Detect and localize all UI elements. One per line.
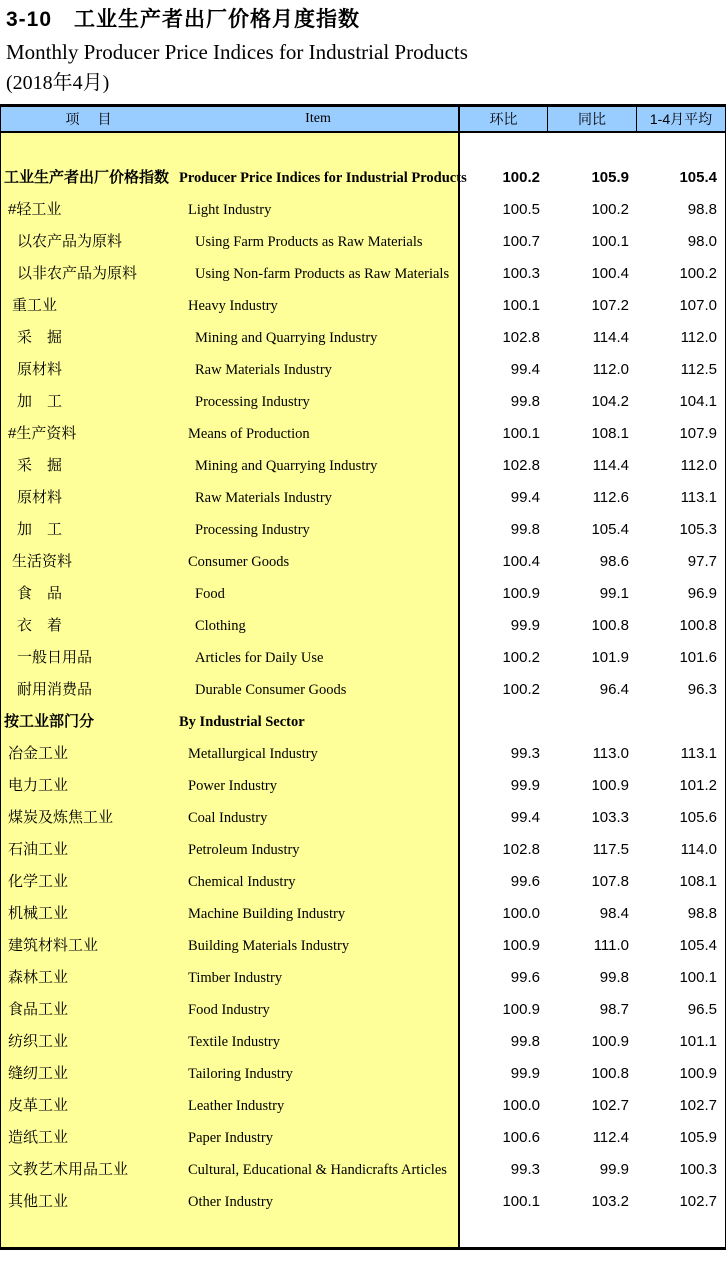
item-name-en: Timber Industry: [188, 970, 283, 986]
value-avg: 105.4: [679, 169, 717, 186]
value-mom: 102.8: [502, 841, 540, 858]
table-row: [1, 994, 725, 1026]
value-avg: [637, 706, 725, 738]
table-row: [1, 930, 725, 962]
value-yoy: 96.4: [599, 681, 629, 698]
item-name-en: Other Industry: [188, 1194, 273, 1210]
table-body: [1, 133, 725, 1247]
value-yoy: 99.9: [599, 1161, 629, 1178]
value-avg: 102.7: [679, 1193, 717, 1210]
value-avg: 108.1: [679, 873, 717, 890]
item-name-en: Articles for Daily Use: [195, 650, 324, 666]
item-name-en: Paper Industry: [188, 1130, 273, 1146]
table-row: [1, 1090, 725, 1122]
table-row: [1, 674, 725, 706]
value-yoy: 112.0: [592, 361, 629, 378]
value-yoy: 103.3: [591, 809, 629, 826]
value-yoy: 100.9: [591, 1033, 629, 1050]
item-name-en: Power Industry: [188, 778, 278, 794]
value-mom: 99.4: [510, 809, 540, 826]
value-yoy: 108.1: [591, 425, 629, 442]
item-name-zh: 以农产品为原料: [17, 233, 123, 250]
item-name-zh: 食 品: [17, 585, 63, 602]
value-yoy: 104.2: [591, 393, 629, 410]
value-mom: 99.9: [510, 777, 540, 794]
value-mom: 100.2: [502, 649, 540, 666]
item-name-zh: 采 掘: [17, 329, 63, 346]
item-name-zh: 采 掘: [17, 457, 63, 474]
value-yoy: 100.8: [591, 617, 629, 634]
value-mom: 100.2: [502, 681, 540, 698]
item-name-en: Heavy Industry: [188, 298, 278, 314]
value-mom: 99.9: [510, 1065, 540, 1082]
item-name-en: Using Non-farm Products as Raw Materials: [195, 266, 450, 282]
header-col-mom: 环比: [460, 107, 548, 131]
item-name-zh: 加 工: [17, 393, 63, 410]
table-row: [1, 450, 725, 482]
item-name-zh: 皮革工业: [8, 1097, 69, 1114]
value-avg: 114.0: [680, 841, 717, 858]
table-row: [1, 546, 725, 578]
item-name-zh: 衣 着: [17, 617, 63, 634]
table-row: [1, 418, 725, 450]
value-mom: 99.9: [510, 617, 540, 634]
table-row: [1, 962, 725, 994]
value-avg: 105.4: [679, 937, 717, 954]
table-row: [1, 482, 725, 514]
value-yoy: 100.8: [591, 1065, 629, 1082]
value-yoy: 100.9: [591, 777, 629, 794]
value-yoy: 107.8: [591, 873, 629, 890]
value-yoy: 105.4: [591, 521, 629, 538]
item-name-en: Textile Industry: [188, 1034, 281, 1050]
item-name-zh: 其他工业: [8, 1193, 69, 1210]
item-name-en: Food: [195, 586, 225, 602]
item-name-zh: 加 工: [17, 521, 63, 538]
value-yoy: 98.6: [599, 553, 629, 570]
item-name-zh: 文教艺术用品工业: [8, 1161, 129, 1178]
title-block: [0, 0, 726, 104]
item-name-zh: 工业生产者出厂价格指数: [4, 169, 170, 186]
item-name-en: Consumer Goods: [188, 554, 290, 570]
item-name-en: Light Industry: [188, 202, 272, 218]
value-avg: 98.8: [687, 905, 717, 922]
item-name-en: Petroleum Industry: [188, 842, 300, 858]
value-yoy: 100.1: [591, 233, 629, 250]
page-title-zh: 3-10 工业生产者出厂价格月度指数: [6, 8, 361, 31]
item-name-en: Tailoring Industry: [188, 1066, 293, 1082]
item-name-zh: #生产资料: [8, 425, 77, 442]
value-mom: 100.6: [502, 1129, 540, 1146]
table-row: [1, 578, 725, 610]
header-item-en: Item: [178, 107, 460, 131]
item-name-en: Food Industry: [188, 1002, 270, 1018]
value-avg: 98.8: [687, 201, 717, 218]
item-name-en: Durable Consumer Goods: [195, 682, 347, 698]
table-row: [1, 866, 725, 898]
value-mom: 100.0: [502, 1097, 540, 1114]
table-row: [1, 322, 725, 354]
value-mom: 100.1: [502, 1193, 540, 1210]
value-mom: 99.6: [510, 873, 540, 890]
value-avg: 107.9: [679, 425, 717, 442]
value-mom: 99.6: [510, 969, 540, 986]
table-row: [1, 898, 725, 930]
value-avg: 105.6: [679, 809, 717, 826]
value-avg: 100.9: [679, 1065, 717, 1082]
value-mom: 100.3: [502, 265, 540, 282]
value-yoy: 103.2: [591, 1193, 629, 1210]
item-name-zh: 建筑材料工业: [8, 937, 99, 954]
item-name-zh: 原材料: [17, 361, 63, 378]
value-avg: 113.1: [680, 489, 717, 506]
value-mom: 102.8: [502, 329, 540, 346]
value-avg: 100.8: [679, 617, 717, 634]
item-name-en: Chemical Industry: [188, 874, 296, 890]
value-mom: 99.4: [510, 489, 540, 506]
item-name-en: Mining and Quarrying Industry: [195, 458, 378, 474]
value-avg: 105.3: [679, 521, 717, 538]
table-row: [1, 610, 725, 642]
item-name-en: Using Farm Products as Raw Materials: [195, 234, 423, 250]
value-mom: 100.9: [502, 937, 540, 954]
value-yoy: 98.7: [599, 1001, 629, 1018]
table-row: [1, 1186, 725, 1218]
item-name-en: Cultural, Educational & Handicrafts Articles: [188, 1162, 447, 1178]
item-name-en: Coal Industry: [188, 810, 268, 826]
table-row: [1, 162, 725, 194]
value-yoy: 113.0: [592, 745, 629, 762]
item-name-zh: 化学工业: [8, 873, 69, 890]
value-yoy: 107.2: [591, 297, 629, 314]
table-row: [1, 834, 725, 866]
value-mom: 100.9: [502, 1001, 540, 1018]
indices-table: [0, 104, 726, 1250]
item-name-zh: 缝纫工业: [8, 1065, 69, 1082]
value-avg: 97.7: [687, 553, 717, 570]
table-row: [1, 642, 725, 674]
value-mom: [460, 706, 548, 738]
value-yoy: 99.1: [599, 585, 629, 602]
value-mom: 100.2: [502, 169, 540, 186]
table-row: [1, 1122, 725, 1154]
table-row: [1, 514, 725, 546]
value-mom: 99.8: [510, 393, 540, 410]
table-row: [1, 226, 725, 258]
value-avg: 100.3: [679, 1161, 717, 1178]
item-name-en: Mining and Quarrying Industry: [195, 330, 378, 346]
item-name-zh: 机械工业: [8, 905, 69, 922]
value-mom: 100.5: [502, 201, 540, 218]
item-name-en: Leather Industry: [188, 1098, 285, 1114]
value-mom: 100.1: [502, 425, 540, 442]
value-mom: 99.8: [510, 1033, 540, 1050]
value-avg: 100.1: [679, 969, 717, 986]
table-row: [1, 738, 725, 770]
item-name-zh: 食品工业: [8, 1001, 69, 1018]
item-name-en: Metallurgical Industry: [188, 746, 318, 762]
item-name-en: Machine Building Industry: [188, 906, 346, 922]
value-yoy: 114.4: [592, 329, 629, 346]
item-name-zh: 按工业部门分: [4, 713, 95, 730]
value-mom: 99.3: [510, 1161, 540, 1178]
value-mom: 99.3: [510, 745, 540, 762]
item-name-en: Raw Materials Industry: [195, 490, 332, 506]
value-avg: 113.1: [680, 745, 717, 762]
item-name-zh: 冶金工业: [8, 745, 69, 762]
value-avg: 107.0: [679, 297, 717, 314]
value-mom: 100.9: [502, 585, 540, 602]
value-yoy: 112.4: [592, 1129, 629, 1146]
value-yoy: 99.8: [599, 969, 629, 986]
value-yoy: 114.4: [592, 457, 629, 474]
value-avg: 104.1: [679, 393, 717, 410]
value-yoy: 102.7: [591, 1097, 629, 1114]
table-row: [1, 770, 725, 802]
item-name-zh: 煤炭及炼焦工业: [8, 809, 114, 826]
item-name-en: By Industrial Sector: [179, 714, 305, 730]
item-name-en: Means of Production: [188, 426, 310, 442]
value-yoy: 100.2: [591, 201, 629, 218]
item-name-zh: 石油工业: [8, 841, 69, 858]
table-row: [1, 386, 725, 418]
value-mom: 100.7: [502, 233, 540, 250]
item-name-en: Building Materials Industry: [188, 938, 350, 954]
table-row: [1, 354, 725, 386]
value-mom: 100.0: [502, 905, 540, 922]
value-avg: 96.9: [687, 585, 717, 602]
value-yoy: 100.4: [591, 265, 629, 282]
value-avg: 100.2: [679, 265, 717, 282]
title-period: (2018年4月): [6, 72, 110, 94]
item-name-zh: 原材料: [17, 489, 63, 506]
value-avg: 101.1: [679, 1033, 717, 1050]
item-name-en: Raw Materials Industry: [195, 362, 332, 378]
item-name-zh: 耐用消费品: [17, 681, 93, 698]
item-name-en: Processing Industry: [195, 394, 310, 410]
value-avg: 112.0: [680, 457, 717, 474]
value-yoy: 112.6: [592, 489, 629, 506]
item-name-zh: 森林工业: [8, 969, 69, 986]
value-avg: 96.3: [687, 681, 717, 698]
item-name-en: Clothing: [195, 618, 246, 634]
value-yoy: 117.5: [592, 841, 629, 858]
value-avg: 101.2: [679, 777, 717, 794]
value-avg: 101.6: [679, 649, 717, 666]
item-name-zh: 纺织工业: [8, 1033, 69, 1050]
value-mom: 100.4: [502, 553, 540, 570]
value-avg: 112.0: [680, 329, 717, 346]
table-row: [1, 1058, 725, 1090]
value-yoy: 98.4: [599, 905, 629, 922]
value-yoy: [548, 706, 637, 738]
page-title-en: Monthly Producer Price Indices for Industrial Products: [6, 40, 468, 64]
table-row: [1, 1154, 725, 1186]
table-row: [1, 258, 725, 290]
item-name-zh: 电力工业: [8, 777, 69, 794]
table-row: [1, 802, 725, 834]
value-mom: 99.8: [510, 521, 540, 538]
value-mom: 99.4: [510, 361, 540, 378]
item-name-zh: 一般日用品: [17, 649, 93, 666]
item-name-en: Producer Price Indices for Industrial Products: [179, 170, 467, 186]
item-name-zh: 造纸工业: [8, 1129, 69, 1146]
value-avg: 96.5: [687, 1001, 717, 1018]
table-header-row: [1, 107, 725, 133]
value-avg: 98.0: [687, 233, 717, 250]
table-row: [1, 194, 725, 226]
value-mom: 102.8: [502, 457, 540, 474]
table-row: [1, 290, 725, 322]
header-col-avg: 1-4月平均: [649, 111, 713, 127]
table-row: [1, 706, 725, 738]
header-item-zh: 项 目: [65, 111, 114, 127]
table-row: [1, 1026, 725, 1058]
item-name-zh: #轻工业: [8, 201, 62, 218]
item-name-zh: 以非农产品为原料: [17, 265, 138, 282]
value-avg: 105.9: [679, 1129, 717, 1146]
value-yoy: 111.0: [593, 937, 629, 954]
value-avg: 112.5: [680, 361, 717, 378]
header-col-yoy: 同比: [548, 107, 637, 131]
value-yoy: 101.9: [591, 649, 629, 666]
item-name-zh: 重工业: [12, 297, 58, 314]
value-mom: 100.1: [502, 297, 540, 314]
item-name-zh: 生活资料: [12, 553, 73, 570]
value-yoy: 105.9: [591, 169, 629, 186]
item-name-en: Processing Industry: [195, 522, 310, 538]
value-avg: 102.7: [679, 1097, 717, 1114]
